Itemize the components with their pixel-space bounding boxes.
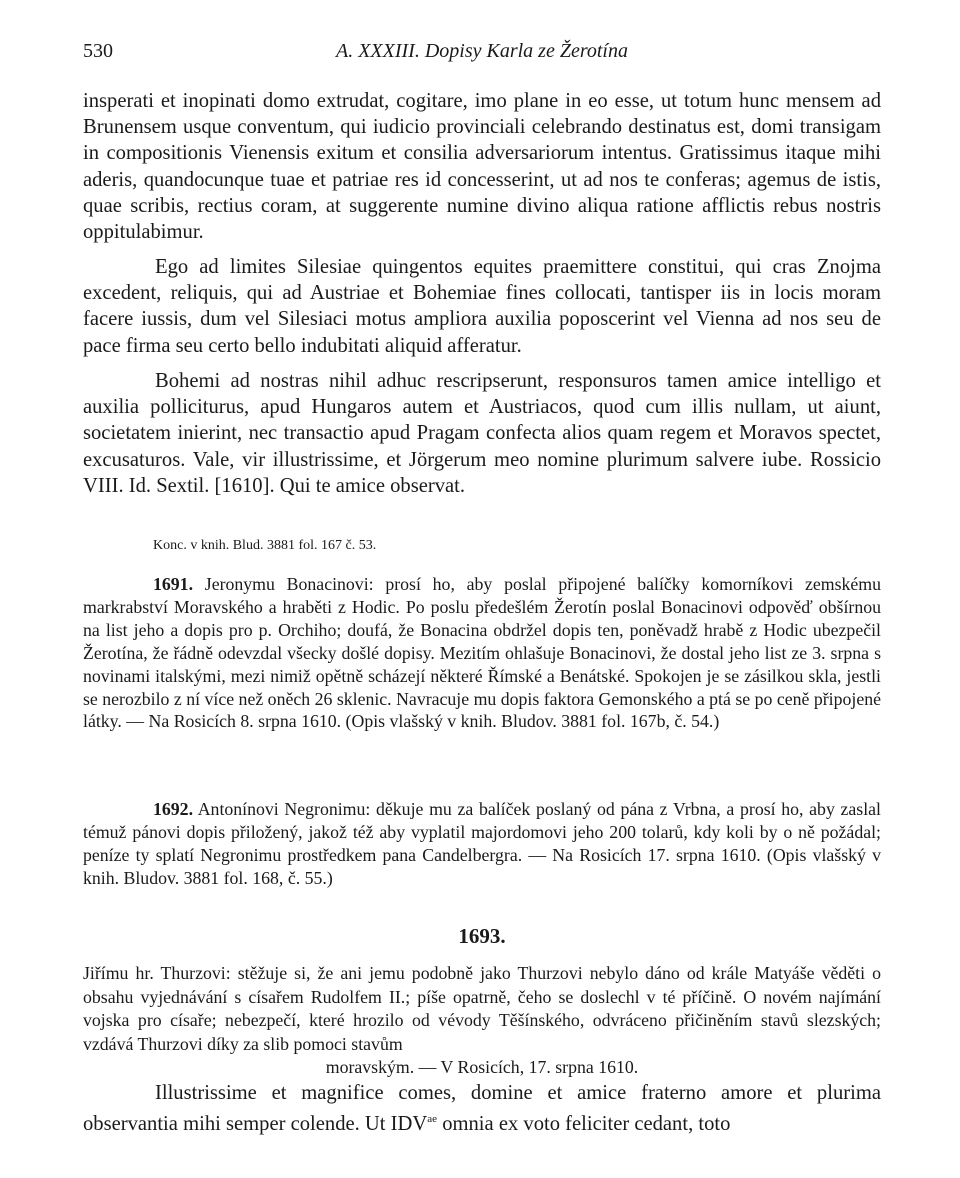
entry-1691 bbox=[83, 573, 881, 733]
letter-salutation bbox=[83, 1080, 881, 1137]
letter-paragraph-1: insperati et inopinati domo extrudat, cogitare, imo plane in eo esse, ut totum hunc mensem ad Brunensem usque conventum, qui iudicio provinciali celebrando destinatus est, domi transigam in compositionis Vienensis exitum et consilia adversariorum intentus. Gratissimus itaque mihi aderis, quandocunque tuae et patriae res id concesserint, ut ad nos te conferas; agemus de istis, quae scribis, rectius coram, at suggerente numine divino aliqua ratione afflictis rebus nostris oppitulabimur. bbox=[83, 90, 881, 244]
document-number: 1693. bbox=[458, 924, 506, 948]
source-note: Konc. v knih. Blud. 3881 fol. 167 č. 53. bbox=[153, 538, 377, 553]
page-number: 530 bbox=[83, 40, 113, 62]
entry-1692 bbox=[83, 798, 881, 890]
entry-text: Antonínovi Negronimu: děkuje mu za balíček poslaný od pána z Vrbna, a prosí ho, aby zaslal témuž pánovi dopis přiložený, jakož též aby vyplatil majordomovi jeho 200 tolarů, kdy koli by o ně požádal; peníze ty splatí Negronimu prostředkem pana Candelbergra. — Na Rosicích 17. srpna 1610. (Opis vlašský v knih. Bludov. 3881 fol. 168, č. 55.) bbox=[83, 799, 881, 888]
salutation-text: Illustrissime et magnifice comes, domine et amice fraterno amore et plurima observantia mihi semper colende. Ut IDV bbox=[83, 1082, 881, 1136]
page-header bbox=[83, 40, 881, 66]
running-title: A. XXXIII. Dopisy Karla ze Žerotína bbox=[335, 40, 628, 62]
entry-number: 1692. bbox=[153, 799, 194, 819]
regest-text: Jiřímu hr. Thurzovi: stěžuje si, že ani jemu podobně jako Thurzovi nebylo dáno od krále Matyáše věděti o obsahu vyjednávání s císařem Rudolfem II.; píše opatrně, čeho se doslechl v té příčině. O novém najímání vojska pro císaře; nebezpečí, které hrozilo od vévody Těšínského, odvráceno přičiněním stavů slezských; vzdává Thurzovi díky za slib pomoci stavům bbox=[83, 963, 881, 1054]
salutation-text-cont: omnia ex voto feliciter cedant, toto bbox=[437, 1113, 731, 1136]
regest-last-line: moravským. — V Rosicích, 17. srpna 1610. bbox=[325, 1057, 639, 1078]
entry-text: Jeronymu Bonacinovi: prosí ho, aby poslal připojené balíčky komorníkovi zemskému markrabství Moravského a hraběti z Hodic. Po poslu předešlém Žerotín poslal Bonacinovi odpověď obšírnou na list jeho a dopis pro p. Orchiho; doufá, že Bonacina obdržel dopis ten, poněvadž hrabě z Hodic ubezpečil Žerotína, že řádně odevzdal všecky došlé dopisy. Mezitím ohlašuje Bonacinovi, že dostal jeho list ze 3. srpna s novinami italskými, mezi nimiž opětně scházejí některé Římské a Benátské. Spokojen je se zásilkou skla, jestli se nerozbilo z ní více než oněch 26 sklenic. Navracuje mu dopis faktora Gemonského a ptá se po ceně připojené látky. — Na Rosicích 8. srpna 1610. (Opis vlašský v knih. Bludov. 3881 fol. 167b, č. 54.) bbox=[83, 574, 881, 732]
entry-number: 1691. bbox=[153, 574, 194, 594]
letter-paragraph-3: Bohemi ad nostras nihil adhuc rescripserunt, responsuros tamen amice intelligo et auxilia polliciturus, apud Hungaros autem et Austriacos, quod cum illis nullam, ut aiunt, societatem inierint, nec transactio apud Pragam confecta alios quam regem et Moravos spectet, excusaturos. Vale, vir illustrissime, et Jörgerum meo nomine plurimum salvere iube. Rossicio VIII. Id. Sextil. [1610]. Qui te amice observat. bbox=[83, 370, 881, 497]
letter-paragraph-2: Ego ad limites Silesiae quingentos equites praemittere constitui, qui cras Znojma excedent, reliquis, qui ad Austriae et Bohemiae fines collocati, tantisper iis in locis moram facere iussis, dum vel Silesiaci motus ampliora auxilia poposcerint vel Vienna ad nos seu de pace firma seu certo bello indubitati aliquid afferatur. bbox=[83, 256, 881, 357]
salutation-superscript: ae bbox=[427, 1113, 438, 1126]
document-regest bbox=[83, 962, 881, 1080]
